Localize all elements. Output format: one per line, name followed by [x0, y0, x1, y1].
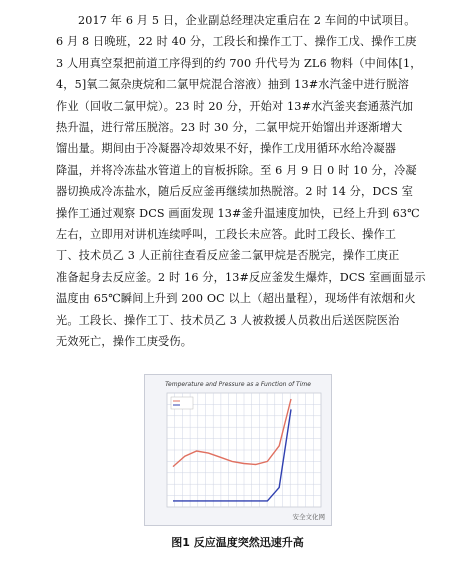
text-line: 准备起身去反应釜。2 时 16 分，13#反应釜发生爆炸，DCS 室画面显示 [56, 270, 426, 284]
figure-chart [144, 374, 332, 526]
text-line: 丁、技术员乙 3 人正前往查看反应釜二氯甲烷是否脱完，操作工庚正 [56, 249, 400, 263]
text-line: 器切换成冷冻盐水，随后反应釜再继续加热脱溶。2 时 14 分，DCS 室 [56, 185, 414, 199]
watermark-label: 安全文化网 [292, 513, 325, 521]
chart-title: Temperature and Pressure as a Function of Time [165, 381, 311, 388]
text-line: 作业（回收二氯甲烷）。23 时 20 分，开始对 13#水汽釜夹套通蒸汽加 [56, 99, 414, 113]
temperature-pressure-chart [145, 375, 331, 525]
text-line: 温度由 65℃瞬间上升到 200 OC 以上（超出量程），现场伴有浓烟和火 [56, 292, 416, 306]
text-line: 4，5]氧二氮杂庚烷和二氯甲烷混合溶液）抽到 13#水汽釜中进行脱溶 [56, 78, 409, 92]
text-line: 热升温，进行常压脱溶。23 时 30 分，二氯甲烷开始馏出并逐渐增大 [56, 121, 403, 135]
text-line: 光。工段长、操作工丁、技术员乙 3 人被救援人员救出后送医院医治 [56, 313, 400, 327]
text-line: 操作工通过观察 DCS 画面发现 13#釜升温速度加快，已经上升到 63℃ [56, 206, 420, 220]
text-line: 馏出量。期间由于冷凝器冷却效果不好，操作工戊用循环水给冷凝器 [56, 142, 397, 156]
text-line: 3 人用真空泵把前道工序得到的约 700 升代号为 ZL6 物料（中间体[1， [56, 56, 422, 70]
article-paragraph [56, 10, 426, 353]
text-line: 左右，立即用对讲机连续呼叫，工段长未应答。此时工段长、操作工 [56, 228, 397, 242]
text-line: 降温，并将冷冻盐水管道上的盲板拆除。至 6 月 9 日 0 时 10 分，冷凝 [56, 163, 417, 177]
text-line: 2017 年 6 月 5 日，企业副总经理决定重启在 2 车间的中试项目。 [78, 14, 416, 27]
text-line: 6 月 8 日晚班，22 时 40 分，工段长和操作工丁、操作工戊、操作工庚 [56, 35, 417, 49]
legend-box [171, 397, 193, 409]
figure-caption: 图1 反应温度突然迅速升高 [171, 536, 304, 549]
text-line: 无效死亡，操作工庚受伤。 [56, 335, 193, 349]
